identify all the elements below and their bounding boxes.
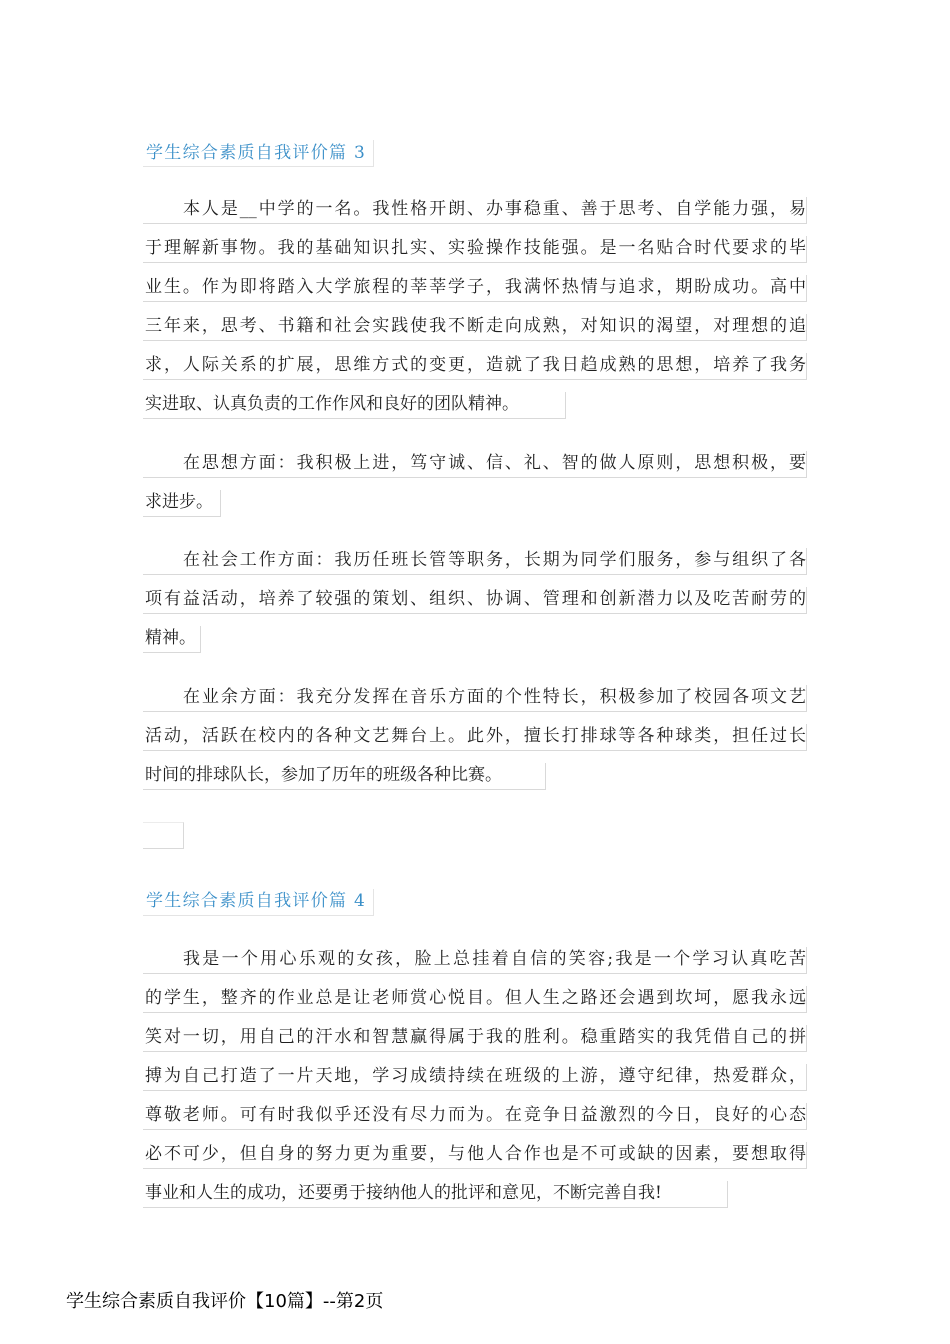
text-line: 三年来，思考、书籍和社会实践使我不断走向成熟，对知识的渴望，对理想的追 [143, 314, 807, 341]
text-line: 事业和人生的成功，还要勇于接纳他人的批评和意见，不断完善自我! [143, 1181, 728, 1208]
paragraph-self-intro [143, 947, 807, 1220]
paragraph-leisure [143, 685, 807, 802]
section-heading-4: 学生综合素质自我评价篇 4 [146, 891, 367, 911]
text-line: 在思想方面：我积极上进，笃守诚、信、礼、智的做人原则，思想积极，要 [143, 451, 807, 478]
text-line: 我是一个用心乐观的女孩，脸上总挂着自信的笑容;我是一个学习认真吃苦 [143, 947, 807, 974]
text-line: 搏为自己打造了一片天地，学习成绩持续在班级的上游，遵守纪律，热爱群众， [143, 1064, 807, 1091]
text-line: 在业余方面：我充分发挥在音乐方面的个性特长，积极参加了校园各项文艺 [143, 685, 807, 712]
text-line: 实进取、认真负责的工作作风和良好的团队精神。 [143, 392, 566, 419]
paragraph-intro [143, 197, 807, 431]
paragraph-social-work [143, 548, 807, 665]
text-line: 笑对一切，用自己的汗水和智慧赢得属于我的胜利。稳重踏实的我凭借自己的拼 [143, 1025, 807, 1052]
section-heading-3: 学生综合素质自我评价篇 3 [146, 143, 367, 163]
text-line: 尊敬老师。可有时我似乎还没有尽力而为。在竞争日益激烈的今日，良好的心态 [143, 1103, 807, 1130]
text-line: 项有益活动，培养了较强的策划、组织、协调、管理和创新潜力以及吃苦耐劳的 [143, 587, 807, 614]
text-line: 在社会工作方面：我历任班长管等职务，长期为同学们服务，参与组织了各 [143, 548, 807, 575]
page-footer: 学生综合素质自我评价【10篇】--第2页 [66, 1291, 384, 1312]
paragraph-thought [143, 451, 807, 529]
text-line: 的学生，整齐的作业总是让老师赏心悦目。但人生之路还会遇到坎坷，愿我永远 [143, 986, 807, 1013]
text-line: 时间的排球队长，参加了历年的班级各种比赛。 [143, 763, 546, 790]
empty-line-box [143, 822, 184, 849]
text-line: 业生。作为即将踏入大学旅程的莘莘学子，我满怀热情与追求，期盼成功。高中 [143, 275, 807, 302]
text-line: 于理解新事物。我的基础知识扎实、实验操作技能强。是一名贴合时代要求的毕 [143, 236, 807, 263]
text-line: 精神。 [143, 626, 201, 653]
text-line: 求，人际关系的扩展，思维方式的变更，造就了我日趋成熟的思想，培养了我务 [143, 353, 807, 380]
text-line: 本人是__中学的一名。我性格开朗、办事稳重、善于思考、自学能力强，易 [143, 197, 807, 224]
text-line: 必不可少，但自身的努力更为重要，与他人合作也是不可或缺的因素，要想取得 [143, 1142, 807, 1169]
text-line: 求进步。 [143, 490, 221, 517]
text-line: 活动，活跃在校内的各种文艺舞台上。此外，擅长打排球等各种球类，担任过长 [143, 724, 807, 751]
